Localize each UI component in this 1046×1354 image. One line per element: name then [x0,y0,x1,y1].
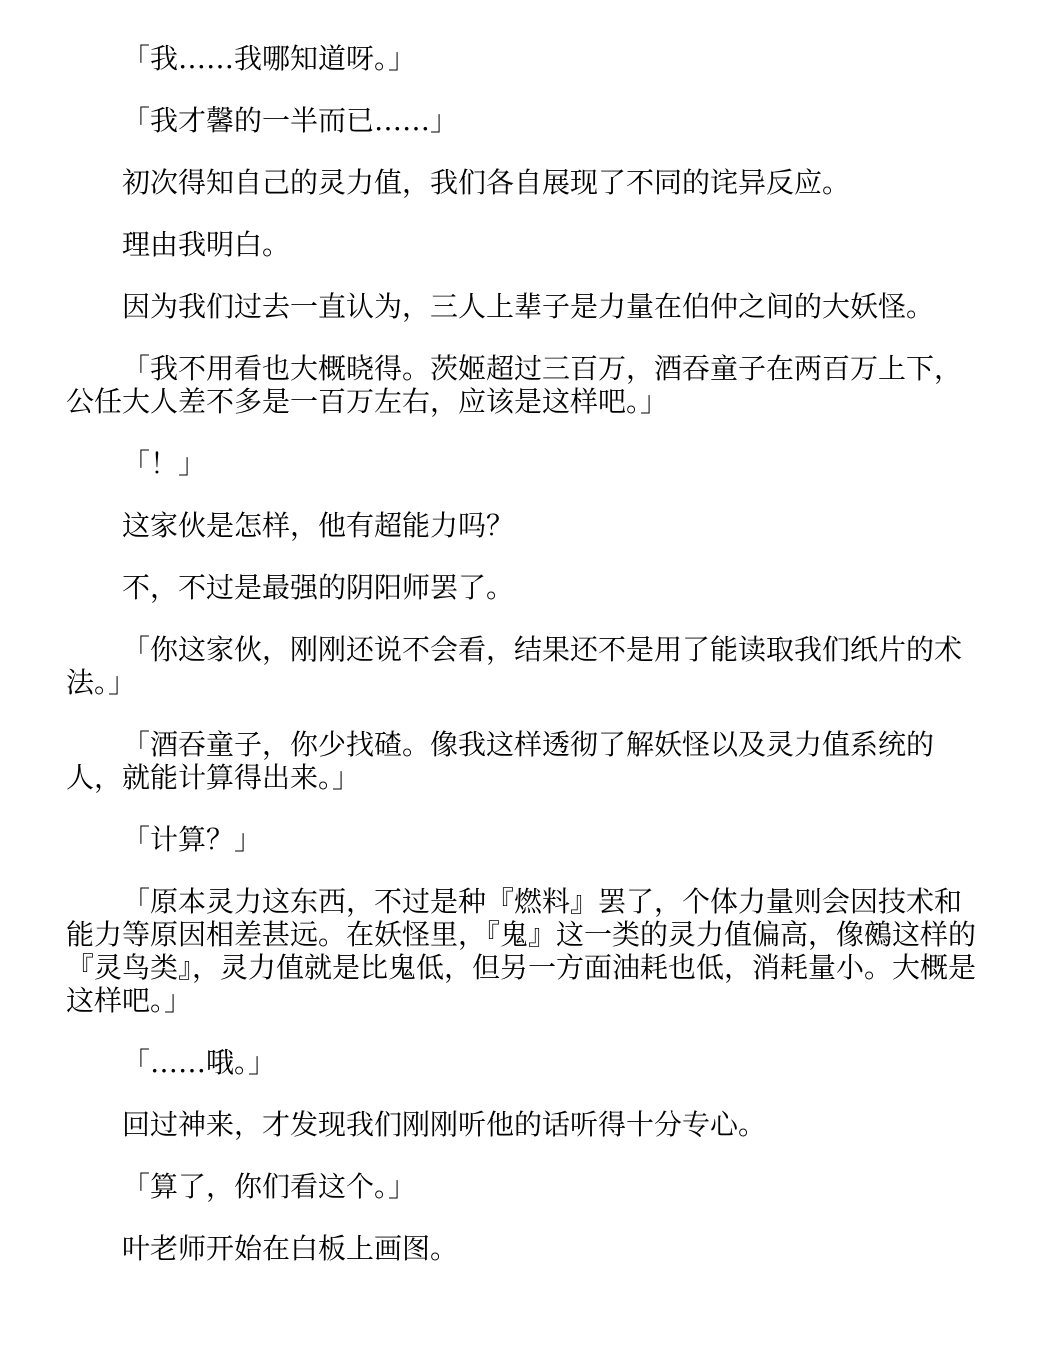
paragraph-6: 「我不用看也大概晓得。茨姬超过三百万，酒吞童子在两百万上下，公任大人差不多是一百万左右，应该是这样吧。」 [66,352,963,418]
paragraph-17: 叶老师开始在白板上画图。 [122,1232,459,1265]
paragraph-9: 不，不过是最强的阴阳师罢了。 [122,571,515,604]
paragraph-13: 「原本灵力这东西，不过是种『燃料』罢了，个体力量则会因技术和能力等原因相差甚远。在妖怪里，『鬼』这一类的灵力值偏高，像鵺这样的『灵鸟类』，灵力值就是比鬼低，但另一方面油耗也低，消耗量小。大概是这样吧。」 [66,885,977,1017]
document-page [66,42,976,1294]
paragraph-15: 回过神来，才发现我们刚刚听他的话听得十分专心。 [122,1108,767,1141]
paragraph-14: 「……哦。」 [122,1046,277,1079]
paragraph-3: 初次得知自己的灵力值，我们各自展现了不同的诧异反应。 [122,166,851,199]
paragraph-2: 「我才馨的一半而已……」 [122,104,459,137]
paragraph-4: 理由我明白。 [122,228,291,261]
paragraph-1: 「我……我哪知道呀。」 [122,42,417,75]
paragraph-7: 「！」 [122,447,207,480]
paragraph-12: 「计算？」 [122,823,263,856]
paragraph-10: 「你这家伙，刚刚还说不会看，结果还不是用了能读取我们纸片的术法。」 [66,633,963,699]
paragraph-5: 因为我们过去一直认为，三人上辈子是力量在伯仲之间的大妖怪。 [122,290,935,323]
paragraph-11: 「酒吞童子，你少找碴。像我这样透彻了解妖怪以及灵力值系统的人，就能计算得出来。」 [66,728,935,794]
paragraph-8: 这家伙是怎样，他有超能力吗？ [122,509,515,542]
paragraph-16: 「算了，你们看这个。」 [122,1170,417,1203]
